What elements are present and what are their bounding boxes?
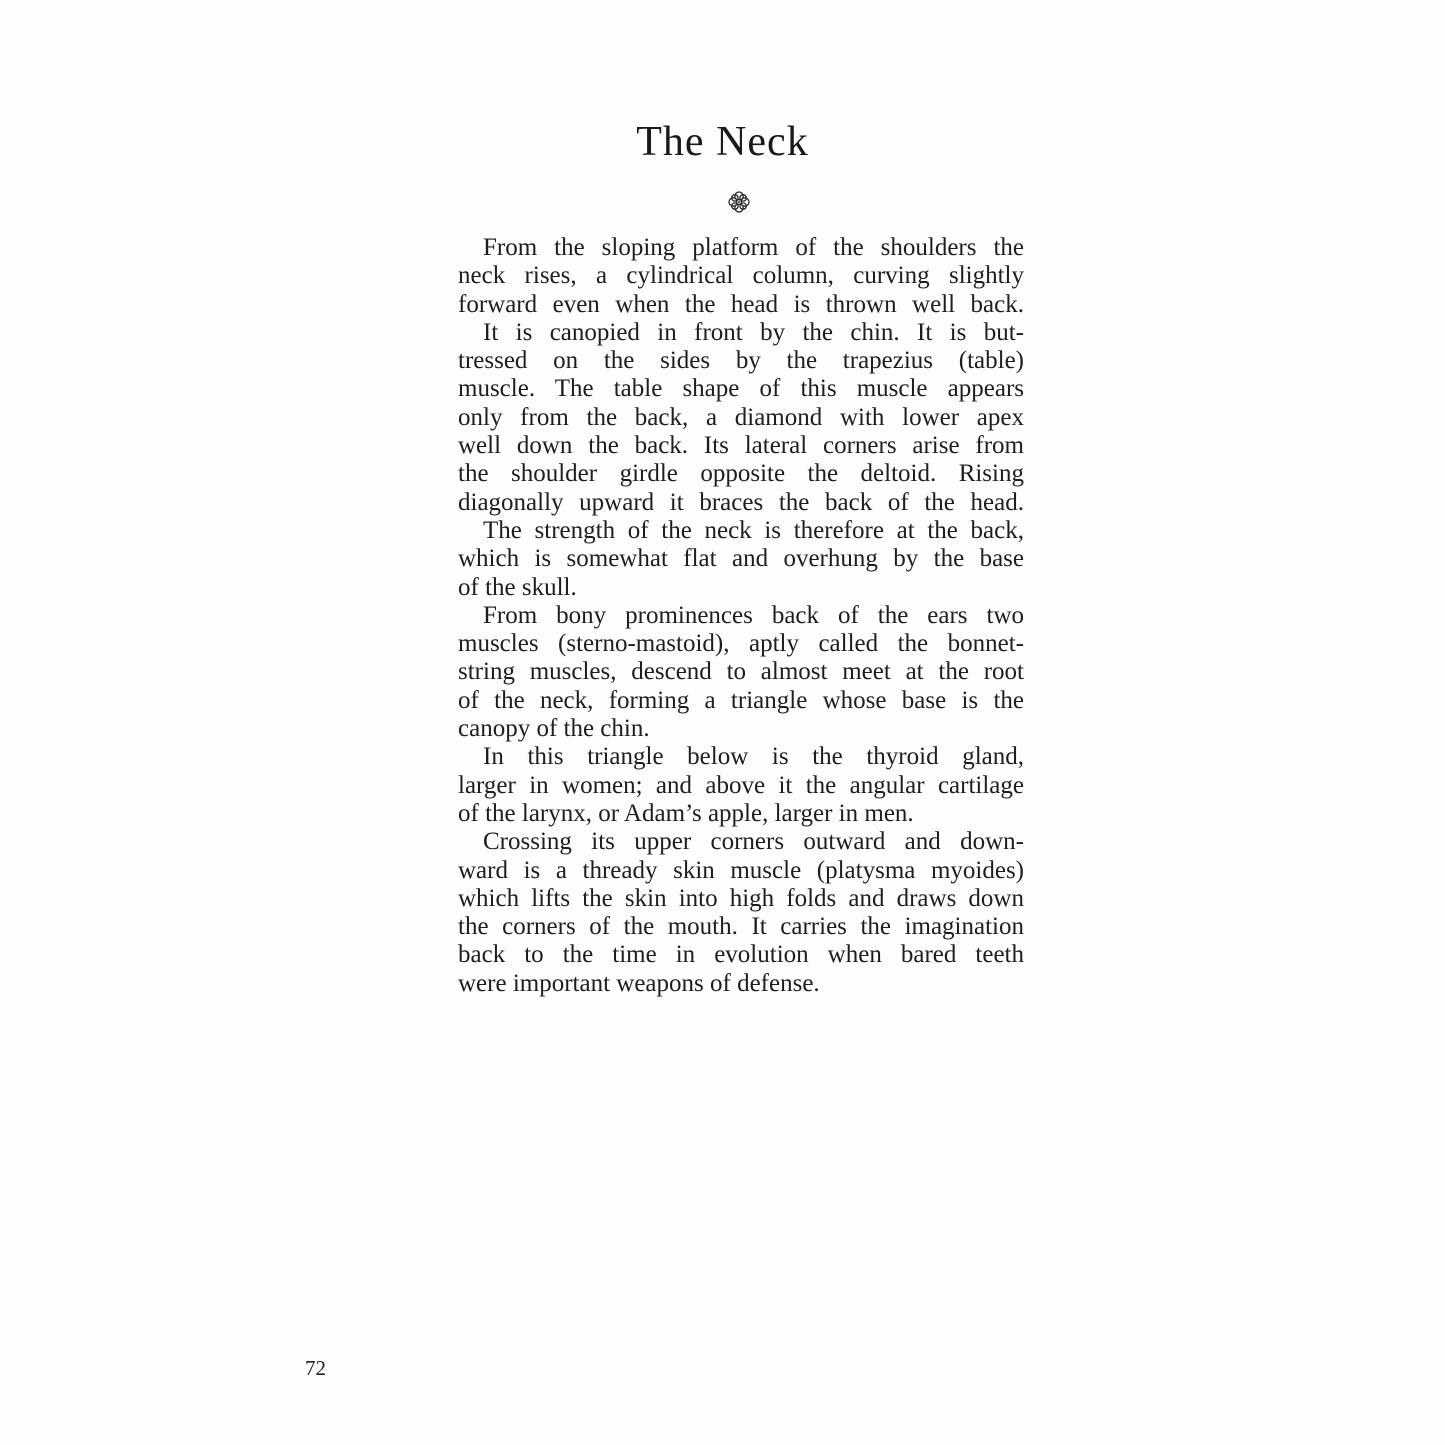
text-line: which lifts the skin into high folds and draws down (458, 884, 1024, 912)
text-line: of the skull. (458, 573, 577, 601)
text-line: tressed on the sides by the trapezius (table) (458, 347, 1024, 375)
text-line: diagonally upward it braces the back of the head. (458, 488, 1024, 516)
page-title: The Neck (636, 119, 809, 165)
text-line: only from the back, a diamond with lower apex (458, 403, 1024, 431)
text-line: The strength of the neck is therefore at the back, (483, 516, 1024, 544)
text-line: From the sloping platform of the shoulders the (483, 234, 1024, 261)
text-line: were important weapons of defense. (458, 969, 820, 997)
text-line: muscles (sterno-mastoid), aptly called the bonnet- (458, 630, 1024, 658)
text-line: the corners of the mouth. It carries the imagination (458, 913, 1024, 941)
text-line: From bony prominences back of the ears two (483, 601, 1024, 629)
text-line: In this triangle below is the thyroid gland, (483, 743, 1024, 771)
text-line: muscle. The table shape of this muscle appears (458, 375, 1024, 403)
body-text (458, 234, 1024, 998)
text-line: which is somewhat flat and overhung by the base (458, 545, 1024, 573)
text-line: back to the time in evolution when bared teeth (458, 941, 1024, 969)
rosette-ornament-icon (726, 189, 752, 215)
text-line: canopy of the chin. (458, 715, 650, 743)
page-number: 72 (305, 1356, 326, 1380)
text-line: the shoulder girdle opposite the deltoid. Rising (458, 460, 1024, 488)
text-line: larger in women; and above it the angular cartilage (458, 771, 1024, 799)
text-line: of the larynx, or Adam’s apple, larger in men. (458, 799, 914, 827)
text-line: well down the back. Its lateral corners arise from (458, 432, 1024, 460)
text-line: Crossing its upper corners outward and down- (483, 828, 1024, 856)
text-line: It is canopied in front by the chin. It is but- (483, 318, 1024, 346)
text-line: neck rises, a cylindrical column, curving slightly (458, 262, 1024, 290)
text-line: forward even when the head is thrown well back. (458, 290, 1024, 318)
text-line: of the neck, forming a triangle whose base is the (458, 686, 1024, 714)
text-line: string muscles, descend to almost meet at the root (458, 658, 1024, 686)
text-line: ward is a thready skin muscle (platysma myoides) (458, 856, 1024, 884)
